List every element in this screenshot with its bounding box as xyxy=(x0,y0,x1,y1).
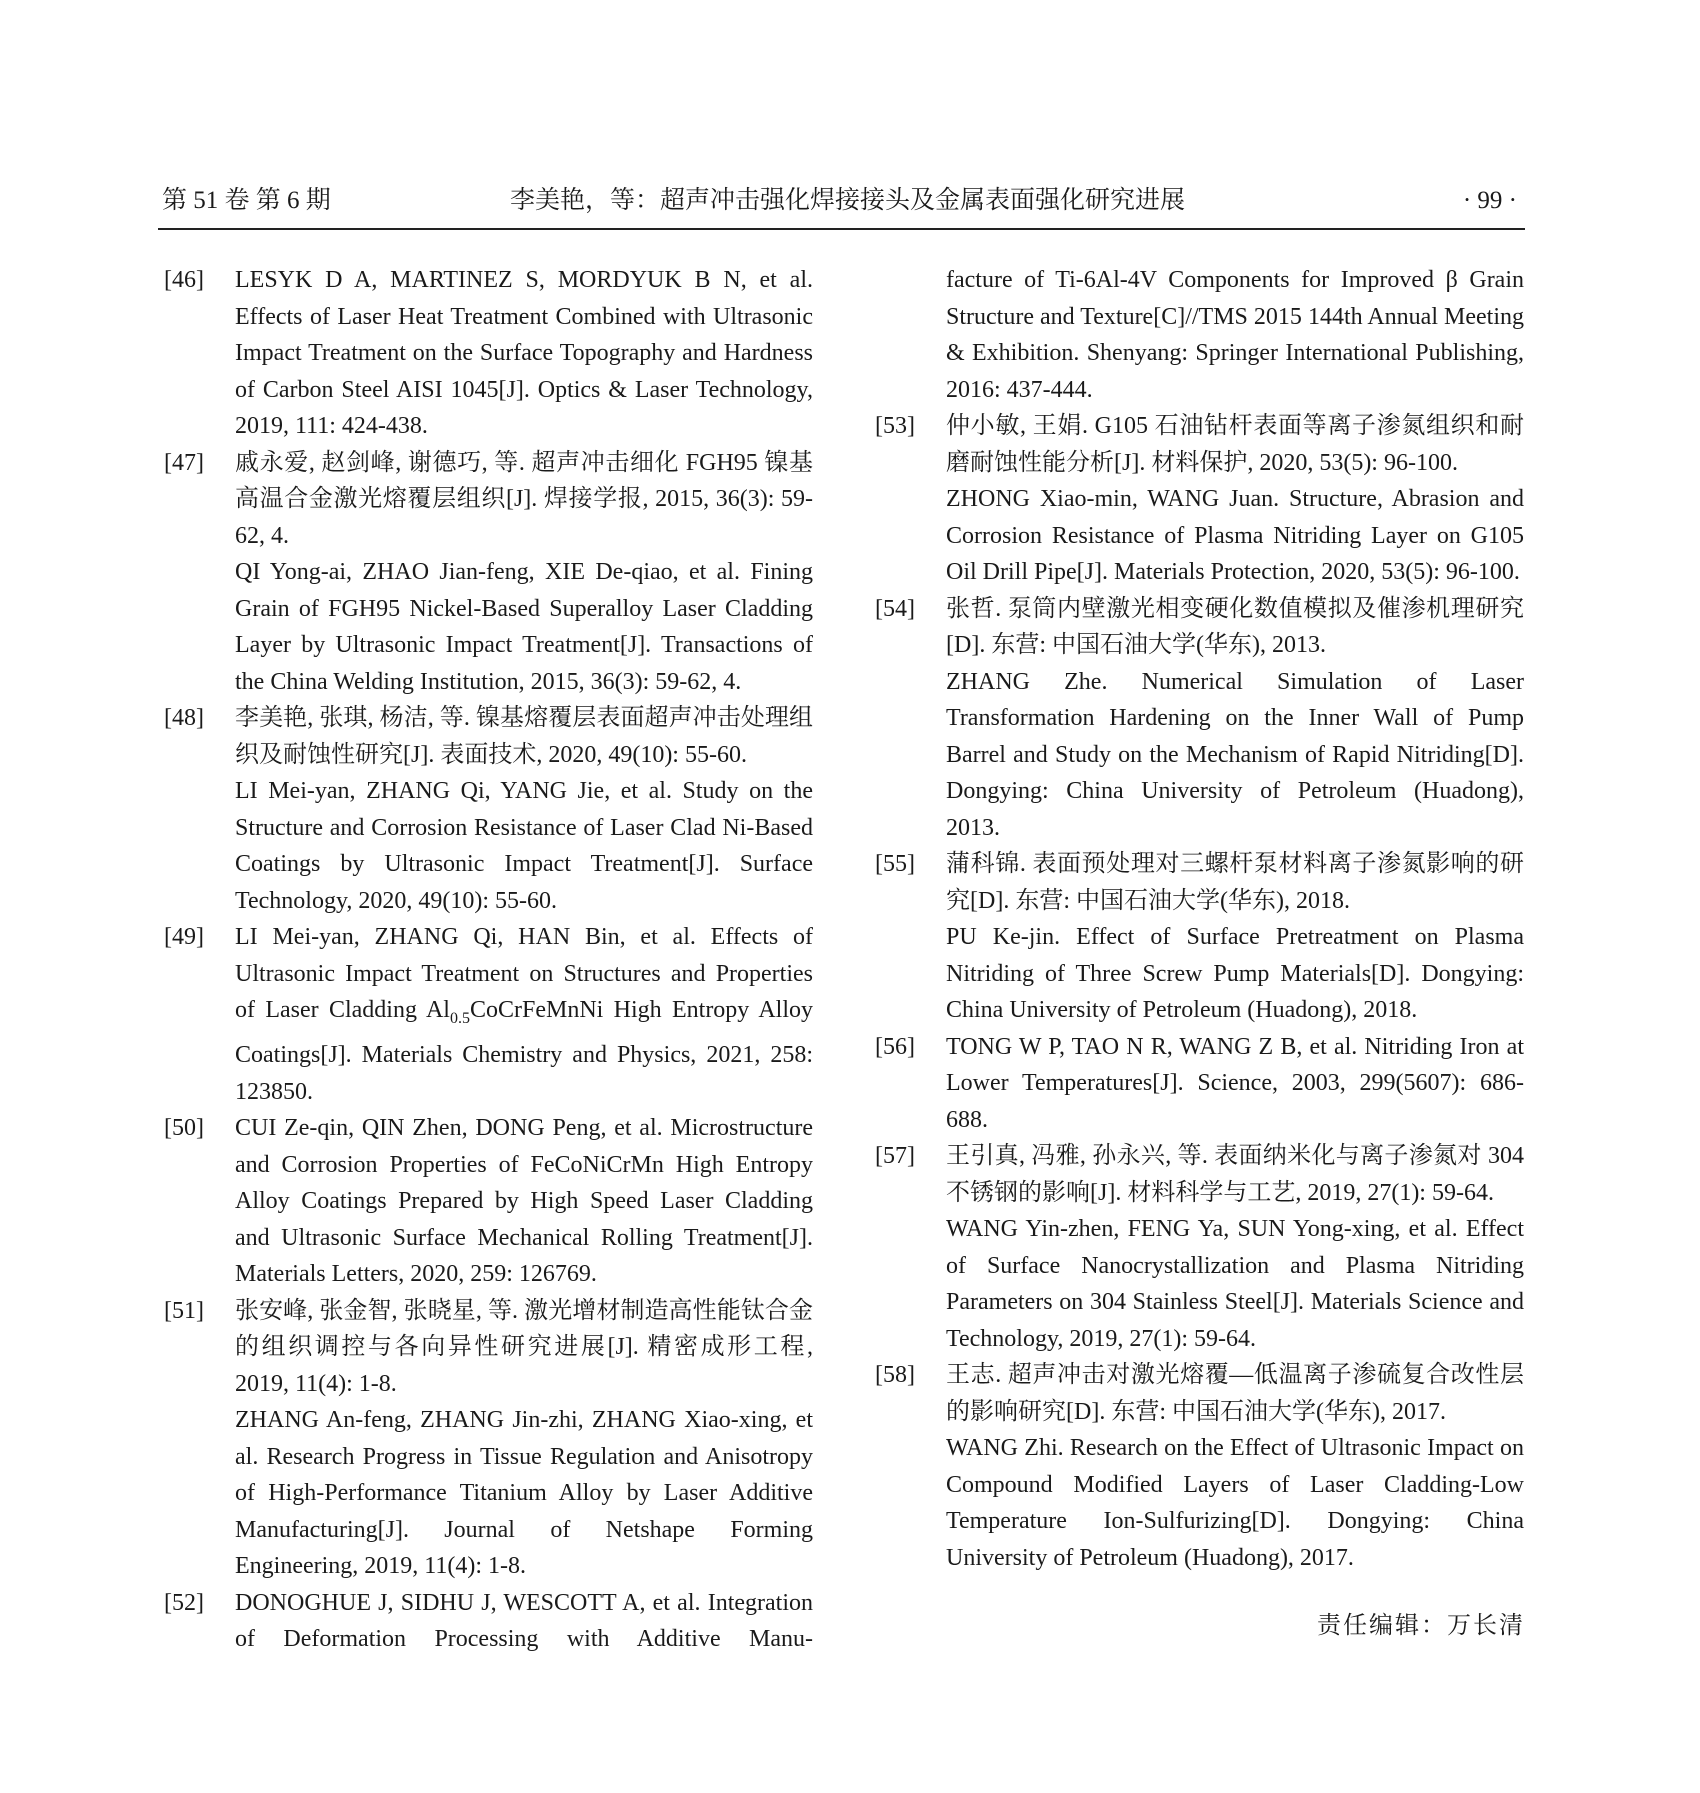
reference-number: [57] xyxy=(875,1143,915,1169)
reference-text-en: QI Yong-ai, ZHAO Jian-feng, XIE De-qiao, et al. Fining Grain of FGH95 Nickel-Based Superalloy Laser Cladding Layer by Ultrasonic Impact Treatment[J]. Transactions of the China Welding Institution, 2015, 36(3): 59-62, 4. xyxy=(235,559,813,695)
reference-text-zh: 李美艳, 张琪, 杨洁, 等. 镍基熔覆层表面超声冲击处理组织及耐蚀性研究[J]. 表面技术, 2020, 49(10): 55-60. xyxy=(235,705,813,768)
running-header xyxy=(158,180,1525,230)
reference-number: [50] xyxy=(164,1115,204,1142)
reference-number: [55] xyxy=(875,851,915,877)
reference-text-en: LI Mei-yan, ZHANG Qi, YANG Jie, et al. Study on the Structure and Corrosion Resistance of Laser Clad Ni-Based Coatings by Ultrasonic Impact Treatment[J]. Surface Technology, 2020, 49(10): 55-60. xyxy=(235,778,813,914)
reference-number: [46] xyxy=(164,267,204,293)
reference-text-zh: 张哲. 泵筒内壁激光相变硬化数值模拟及催渗机理研究[D]. 东营: 中国石油大学(华东), 2013. xyxy=(946,595,1524,658)
reference-text: TONG W P, TAO N R, WANG Z B, et al. Nitriding Iron at Lower Temperatures[J]. Science, 2003, 299(5607): 686-688. xyxy=(946,1033,1524,1133)
running-title: 李美艳，等：超声冲击强化焊接接头及金属表面强化研究进展 xyxy=(510,187,1186,214)
reference-text-zh: 蒲科锦. 表面预处理对三螺杆泵材料离子渗氮影响的研究[D]. 东营: 中国石油大学(华东), 2018. xyxy=(946,851,1524,914)
subscript: 0.5 xyxy=(449,1009,470,1027)
reference-58 xyxy=(869,1357,1524,1576)
reference-text-en: WANG Yin-zhen, FENG Ya, SUN Yong-xing, et al. Effect of Surface Nanocrystallization and Plasma Nitriding Parameters on 304 Stainless Steel[J]. Materials Science and Technology, 2019, 27(1): 59-64. xyxy=(946,1216,1524,1352)
reference-57 xyxy=(869,1138,1524,1357)
reference-text: DONOGHUE J, SIDHU J, WESCOTT A, et al. Integration of Deformation Processing with Additive Manu- xyxy=(235,1589,813,1653)
reference-54 xyxy=(869,591,1524,847)
reference-text-en: WANG Zhi. Research on the Effect of Ultrasonic Impact on Compound Modified Layers of Laser Cladding-Low Temperature Ion-Sulfurizing[D]. Dongying: China University of Petroleum (Huadong), 2017. xyxy=(946,1435,1524,1571)
volume-issue: 第 51 卷 第 6 期 xyxy=(162,187,331,214)
reference-text-part: LI Mei-yan, ZHANG Qi, HAN Bin, et al. Effects of Ultrasonic Impact Treatment on Structures and Properties of Laser Cladding Al xyxy=(235,924,813,1023)
reference-52-continued xyxy=(869,262,1524,408)
reference-text: CUI Ze-qin, QIN Zhen, DONG Peng, et al. Microstructure and Corrosion Properties of FeCoNiCrMn High Entropy Alloy Coatings Prepared by High Speed Laser Cladding and Ultrasonic Surface Mechanical Rolling Treatment[J]. Materials Letters, 2020, 259: 126769. xyxy=(235,1115,813,1288)
reference-text-en: PU Ke-jin. Effect of Surface Pretreatment on Plasma Nitriding of Three Screw Pump Materials[D]. Dongying: China University of Petroleum (Huadong), 2018. xyxy=(946,924,1524,1023)
reference-number: [53] xyxy=(875,413,915,439)
reference-text-zh: 张安峰, 张金智, 张晓星, 等. 激光增材制造高性能钛合金的组织调控与各向异性研究进展[J]. 精密成形工程, 2019, 11(4): 1-8. xyxy=(235,1297,813,1397)
reference-56 xyxy=(869,1029,1524,1139)
page-number: · 99 · xyxy=(1462,187,1517,214)
reference-text-en: ZHANG An-feng, ZHANG Jin-zhi, ZHANG Xiao-xing, et al. Research Progress in Tissue Regulation and Anisotropy of High-Performance Titanium Alloy by Laser Additive Manufacturing[J]. Journal of Netshape Forming Engineering, 2019, 11(4): 1-8. xyxy=(235,1407,813,1580)
reference-text-zh: 仲小敏, 王娟. G105 石油钻杆表面等离子渗氮组织和耐磨耐蚀性能分析[J]. 材料保护, 2020, 53(5): 96-100. xyxy=(946,413,1524,476)
reference-48 xyxy=(158,700,813,919)
reference-text-zh: 王志. 超声冲击对激光熔覆—低温离子渗硫复合改性层的影响研究[D]. 东营: 中国石油大学(华东), 2017. xyxy=(946,1362,1524,1425)
reference-50 xyxy=(158,1110,813,1293)
reference-52 xyxy=(158,1585,813,1658)
reference-49 xyxy=(158,919,813,1110)
reference-text: facture of Ti-6Al-4V Components for Improved β Grain Structure and Texture[C]//TMS 2015 144th Annual Meeting & Exhibition. Shenyang: Springer International Publishing, 2016: 437-444. xyxy=(946,267,1524,403)
references-right-column xyxy=(869,262,1524,1576)
references-left-column xyxy=(158,262,813,1658)
reference-51 xyxy=(158,1293,813,1585)
reference-text-zh: 戚永爱, 赵剑峰, 谢德巧, 等. 超声冲击细化 FGH95 镍基高温合金激光熔覆层组织[J]. 焊接学报, 2015, 36(3): 59-62, 4. xyxy=(235,449,813,549)
reference-number: [56] xyxy=(875,1033,915,1060)
reference-text-zh: 王引真, 冯雅, 孙永兴, 等. 表面纳米化与离子渗氮对 304 不锈钢的影响[J]. 材料科学与工艺, 2019, 27(1): 59-64. xyxy=(946,1143,1524,1206)
reference-text: LESYK D A, MARTINEZ S, MORDYUK B N, et al. Effects of Laser Heat Treatment Combined with Ultrasonic Impact Treatment on the Surface Topography and Hardness of Carbon Steel AISI 1045[J]. Optics & Laser Technology, 2019, 111: 424-438. xyxy=(235,267,813,439)
reference-46 xyxy=(158,262,813,445)
reference-53 xyxy=(869,408,1524,591)
reference-number: [49] xyxy=(164,924,204,950)
reference-number: [52] xyxy=(164,1589,204,1616)
responsible-editor: 责任编辑：万长清 xyxy=(1317,1611,1525,1639)
reference-number: [48] xyxy=(164,705,204,731)
reference-55 xyxy=(869,846,1524,1029)
reference-number: [47] xyxy=(164,449,204,476)
reference-text-en: ZHONG Xiao-min, WANG Juan. Structure, Abrasion and Corrosion Resistance of Plasma Nitriding Layer on G105 Oil Drill Pipe[J]. Materials Protection, 2020, 53(5): 96-100. xyxy=(946,486,1524,585)
reference-47 xyxy=(158,445,813,701)
reference-number: [58] xyxy=(875,1362,915,1388)
reference-text-en: ZHANG Zhe. Numerical Simulation of Laser Transformation Hardening on the Inner Wall of Pump Barrel and Study on the Mechanism of Rapid Nitriding[D]. Dongying: China University of Petroleum (Huadong), 2013. xyxy=(946,668,1524,841)
reference-number: [51] xyxy=(164,1297,204,1324)
reference-number: [54] xyxy=(875,595,915,622)
reference-text-part: CoCrFeMnNi High Entropy Alloy Coatings[J]. Materials Chemistry and Physics, 2021, 258: 123850. xyxy=(235,997,813,1105)
reference-text xyxy=(235,919,813,1110)
